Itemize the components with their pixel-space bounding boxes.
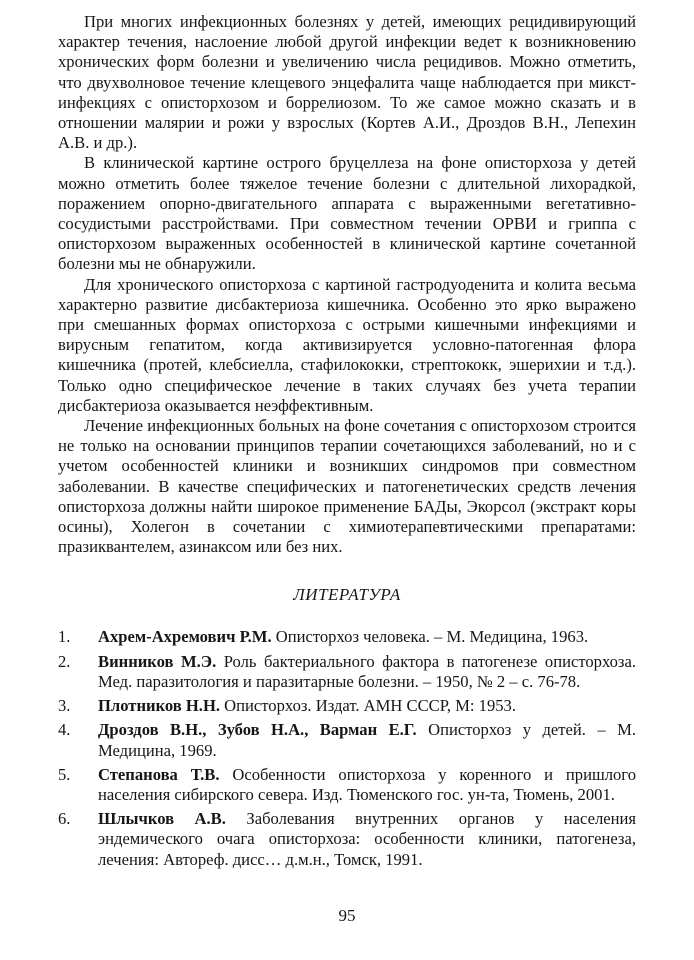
- reference-number: 3.: [58, 696, 71, 716]
- reference-author: Винников М.Э.: [98, 651, 217, 671]
- reference-number: 2.: [58, 651, 71, 671]
- page-content: [58, 12, 636, 874]
- reference-author: Дроздов В.Н., Зубов Н.А., Варман Е.Г.: [98, 720, 417, 740]
- reference-item: [58, 809, 636, 870]
- reference-text: Описторхоз. Издат. АМН СССР, М: 1953.: [220, 696, 517, 716]
- body-paragraph: В клинической картине острого бруцеллеза на фоне описторхоза у детей можно отметить более тяжелое течение болезни с длительной лихорадкой, поражением опорно-двигательного аппарата с выраженными вегетативно-сосудистыми расстройствами. При совместном течении ОРВИ и гриппа с описторхозом выраженных особенностей в клинической картине сочетанной болезни мы не обнаружили.: [58, 153, 636, 274]
- reference-number: 5.: [58, 764, 71, 784]
- reference-item: [58, 652, 636, 692]
- literature-heading: ЛИТЕРАТУРА: [293, 585, 401, 605]
- body-paragraph: Лечение инфекционных больных на фоне сочетания с описторхозом строится не только на основании принципов терапии сочетающихся заболеваний, но и с учетом особенностей клиники и возникших синдромов при совместном заболевании. В качестве специфических и патогенетических средств лечения описторхоза должны найти широкое применение БАДы, Экорсол (экстракт коры осины), Холегон в сочетании с химиотерапевтическими препаратами: празиквантелем, азинаксом или без них.: [58, 416, 636, 557]
- body-paragraph: При многих инфекционных болезнях у детей, имеющих рецидивирующий характер течения, наслоение любой другой инфекции ведет к возникновению хронических форм болезни и увеличению числа рецидивов. Можно отметить, что двухволновое течение клещевого энцефалита чаще наблюдается при микст-инфекциях с описторхозом и боррелиозом. То же самое можно сказать и в отношении малярии и рожи у взрослых (Кортев А.И., Дроздов В.Н., Лепехин А.В. и др.).: [58, 12, 636, 153]
- reference-author: Шлычков А.В.: [98, 809, 226, 829]
- reference-author: Ахрем-Ахремович Р.М.: [98, 627, 272, 647]
- reference-number: 1.: [58, 627, 71, 647]
- body-paragraph: Для хронического описторхоза с картиной гастродуоденита и колита весьма характерно развитие дисбактериоза кишечника. Особенно это ярко выражено при смешанных формах описторхоза с острыми кишечными инфекциями и вирусным гепатитом, когда активизируется условно-патогенная флора кишечника (протей, клебсиелла, стафилококки, стрептококк, эшерихии и т.д.). Только одно специфическое лечение в таких случаях без учета терапии дисбактериоза оказывается неэффективным.: [58, 274, 636, 415]
- reference-item: [58, 765, 636, 805]
- reference-number: 6.: [58, 809, 71, 829]
- reference-text: Заболевания внутренних органов у населения эндемического очага описторхоза: особенности клиники, патогенеза, лечения: Автореф. дисс… д.м.н., Томск, 1991.: [98, 809, 636, 869]
- reference-text: Описторхоз человека. – М. Медицина, 1963.: [271, 627, 589, 647]
- reference-text: Роль бактериального фактора в патогенезе описторхоза. Мед. паразитология и паразитарные болезни. – 1950, № 2 – с. 76-78.: [98, 651, 636, 691]
- reference-text: Описторхоз у детей. – М. Медицина, 1969.: [98, 720, 636, 760]
- reference-author: Плотников Н.Н.: [98, 696, 221, 716]
- page-number: 95: [338, 906, 356, 925]
- reference-number: 4.: [58, 720, 71, 740]
- reference-text: Особенности описторхоза у коренного и пришлого населения сибирского севера. Изд. Тюменского гос. ун-та, Тюмень, 2001.: [98, 764, 636, 804]
- reference-item: [58, 720, 636, 760]
- reference-item: [58, 696, 636, 716]
- reference-item: [58, 627, 636, 647]
- reference-list: [58, 627, 636, 869]
- reference-author: Степанова Т.В.: [98, 764, 220, 784]
